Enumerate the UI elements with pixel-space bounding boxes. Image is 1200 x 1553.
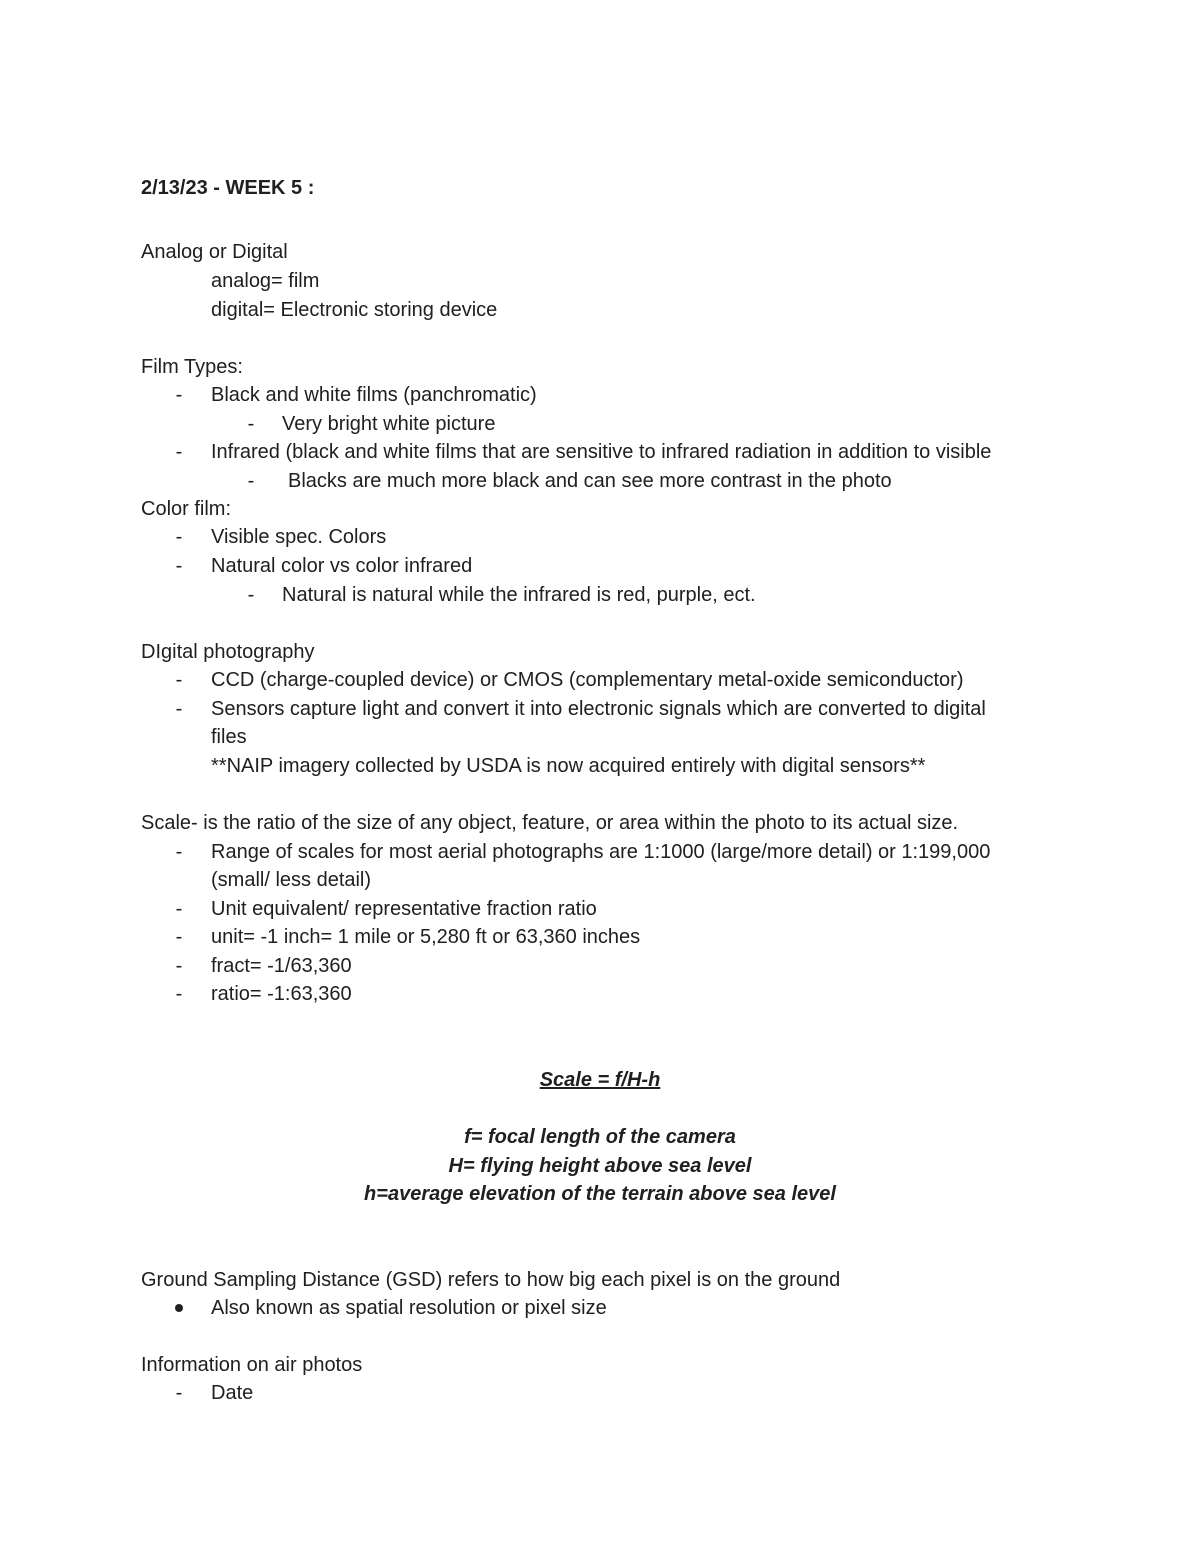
dash-marker: - — [175, 1382, 183, 1404]
bullet-icon — [175, 1304, 183, 1312]
list-item: Date — [211, 1382, 254, 1404]
list-item: Black and white films (panchromatic) — [211, 384, 537, 406]
digital-item: digital= Electronic storing device — [211, 299, 498, 321]
formula-def: H= flying height above sea level — [448, 1155, 752, 1177]
info-heading: Information on air photos — [141, 1354, 363, 1376]
list-item: Sensors capture light and convert it into electronic signals which are converted to digital — [211, 698, 986, 720]
dash-marker: - — [175, 555, 183, 577]
dash-marker: - — [247, 470, 255, 492]
formula-def: h=average elevation of the terrain above sea level — [364, 1183, 836, 1205]
list-item: (small/ less detail) — [211, 869, 372, 891]
list-item: unit= -1 inch= 1 mile or 5,280 ft or 63,360 inches — [211, 926, 641, 948]
dash-marker: - — [175, 384, 183, 406]
dash-marker: - — [175, 955, 183, 977]
naip-note: **NAIP imagery collected by USDA is now acquired entirely with digital sensors** — [211, 755, 926, 777]
scale-formula: Scale = f/H-h — [539, 1069, 661, 1091]
gsd-heading: Ground Sampling Distance (GSD) refers to how big each pixel is on the ground — [141, 1269, 841, 1291]
list-item: Also known as spatial resolution or pixel size — [211, 1297, 607, 1319]
list-item: Very bright white picture — [282, 413, 496, 435]
dash-marker: - — [175, 526, 183, 548]
list-item: Blacks are much more black and can see more contrast in the photo — [288, 470, 892, 492]
color-film-heading: Color film: — [141, 498, 232, 520]
list-item: files — [211, 726, 247, 748]
dash-marker: - — [175, 926, 183, 948]
dash-marker: - — [175, 841, 183, 863]
dash-marker: - — [175, 698, 183, 720]
list-item: ratio= -1:63,360 — [211, 983, 352, 1005]
list-item: CCD (charge-coupled device) or CMOS (complementary metal-oxide semiconductor) — [211, 669, 964, 691]
list-item: Range of scales for most aerial photographs are 1:1000 (large/more detail) or 1:199,000 — [211, 841, 991, 863]
list-item: Infrared (black and white films that are sensitive to infrared radiation in addition to visible — [211, 441, 992, 463]
digital-heading: DIgital photography — [141, 641, 315, 663]
scale-heading: Scale- is the ratio of the size of any object, feature, or area within the photo to its actual size. — [141, 812, 959, 834]
formula-def: f= focal length of the camera — [464, 1126, 736, 1148]
dash-marker: - — [247, 584, 255, 606]
page-title: 2/13/23 - WEEK 5 : — [141, 177, 315, 199]
list-item: Natural is natural while the infrared is red, purple, ect. — [282, 584, 756, 606]
analog-heading: Analog or Digital — [141, 241, 288, 263]
dash-marker: - — [175, 898, 183, 920]
film-types-heading: Film Types: — [141, 356, 243, 378]
list-item: Unit equivalent/ representative fraction ratio — [211, 898, 597, 920]
list-item: Natural color vs color infrared — [211, 555, 473, 577]
list-item: Visible spec. Colors — [211, 526, 387, 548]
analog-item: analog= film — [211, 270, 320, 292]
dash-marker: - — [175, 983, 183, 1005]
dash-marker: - — [247, 413, 255, 435]
dash-marker: - — [175, 441, 183, 463]
list-item: fract= -1/63,360 — [211, 955, 352, 977]
dash-marker: - — [175, 669, 183, 691]
